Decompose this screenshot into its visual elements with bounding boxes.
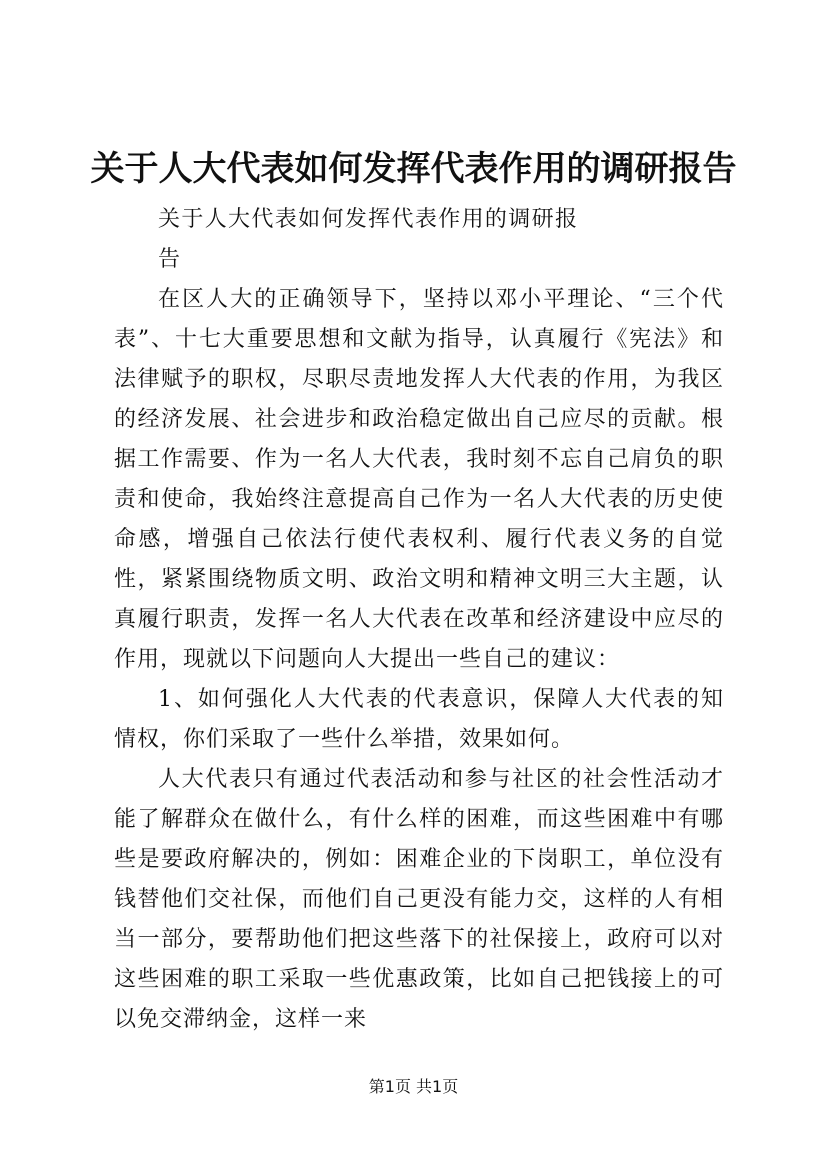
document-title: 关于人大代表如何发挥代表作用的调研报告	[90, 149, 737, 189]
paragraph-3: 人大代表只有通过代表活动和参与社区的社会性活动才能了解群众在做什么，有什么样的困难，而这些困难中有哪些是要政府解决的，例如：困难企业的下岗职工，单位没有钱替他们交社保，而他们自己更没有能力交，这样的人有相当一部分，要帮助他们把这些落下的社保接上，政府可以对这些困难的职工采取一些优惠政策，比如自己把钱接上的可以免交滞纳金，这样一来	[114, 767, 724, 1032]
document-subtitle: 关于人大代表如何发挥代表作用的调研报告	[158, 207, 578, 272]
paragraph-1: 在区人大的正确领导下，坚持以邓小平理论、“三个代表”、十七大重要思想和文献为指导，认真履行《宪法》和法律赋予的职权，尽职尽责地发挥人大代表的作用，为我区的经济发展、社会进步和政治稳定做出自己应尽的贡献。根据工作需要、作为一名人大代表，我时刻不忘自己肩负的职责和使命，我始终注意提高自己作为一名人大代表的历史使命感，增强自己依法行使代表权利、履行代表义务的自觉性，紧紧围绕物质文明、政治文明和精神文明三大主题，认真履行职责，发挥一名人大代表在改革和经济建设中应尽的作用，现就以下问题向人大提出一些自己的建议：	[114, 287, 724, 672]
document-body	[114, 200, 724, 1040]
paragraph-2: 1、如何强化人大代表的代表意识，保障人大代表的知情权，你们采取了一些什么举措，效果如何。	[114, 687, 724, 752]
page-number-footer: 第1页 共1页	[368, 1077, 459, 1096]
